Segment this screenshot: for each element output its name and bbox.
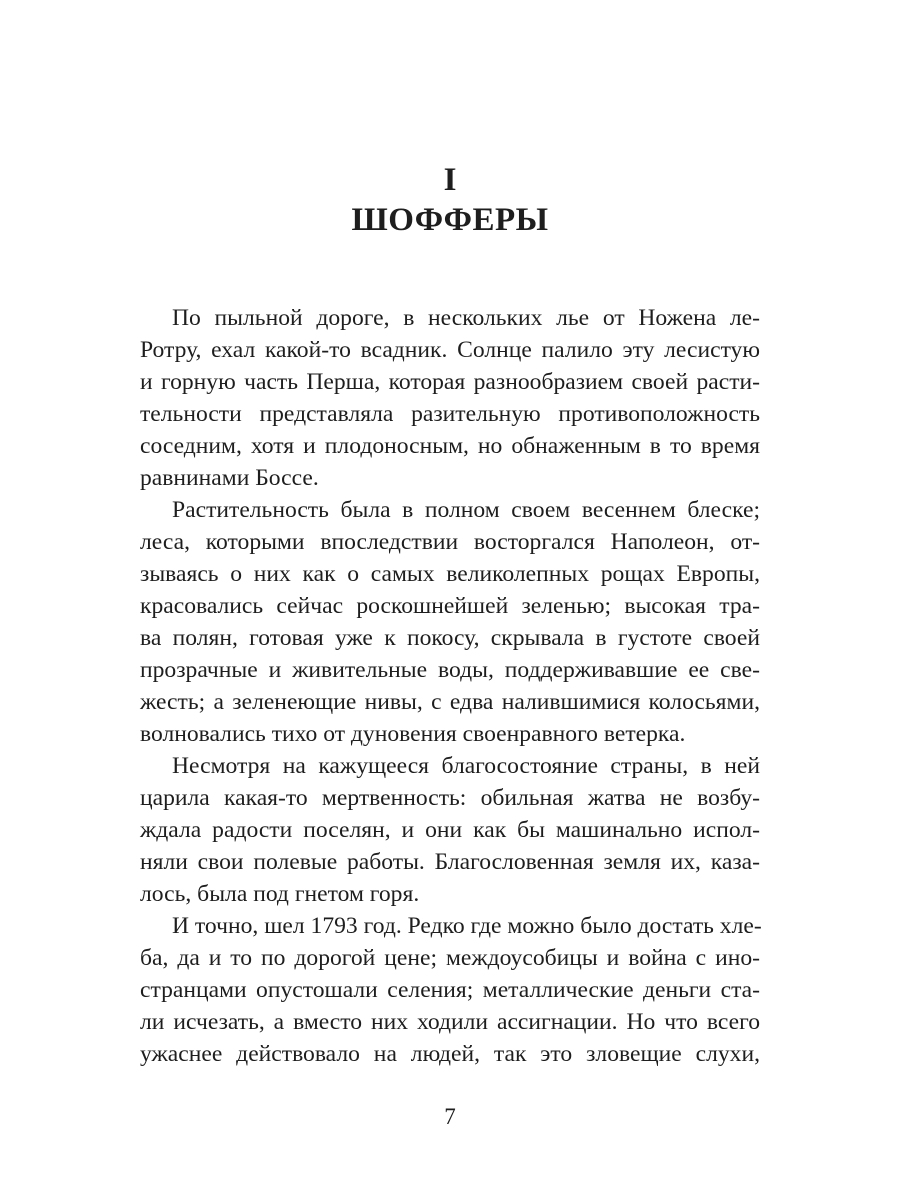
text-line: лось, была под гнетом горя. <box>140 881 420 907</box>
text-line: ужаснее действовало на людей, так это зловещие слухи, <box>140 1041 760 1067</box>
text-line: зываясь о них как о самых великолепных рощах Европы, <box>140 561 760 587</box>
text-line: равнинами Боссе. <box>140 465 319 491</box>
body-text <box>140 302 760 1070</box>
text-line: жесть; а зеленеющие нивы, с едва налившимися колосьями, <box>140 689 760 715</box>
text-line: красовались сейчас роскошнейшей зеленью; высокая тра- <box>140 593 760 619</box>
text-line: И точно, шел 1793 год. Редко где можно было достать хле- <box>172 913 762 939</box>
text-line: и горную часть Перша, которая разнообразием своей расти- <box>140 369 760 395</box>
chapter-number: I <box>443 162 457 198</box>
text-line: царила какая-то мертвенность: обильная жатва не возбу- <box>140 785 760 811</box>
text-line: Растительность была в полном своем весеннем блеске; <box>172 497 760 523</box>
text-line: соседним, хотя и плодоносным, но обнаженным в то время <box>140 433 760 459</box>
text-line: ли исчезать, а вместо них ходили ассигнации. Но что всего <box>140 1009 760 1035</box>
text-line: ба, да и то по дорогой цене; междоусобицы и война с ино- <box>140 945 760 971</box>
paragraph <box>140 910 760 1070</box>
page-number: 7 <box>444 1104 456 1129</box>
text-line: прозрачные и живительные воды, поддерживавшие ее све- <box>140 657 760 683</box>
text-line: По пыльной дороге, в нескольких лье от Ножена ле- <box>172 305 760 331</box>
paragraph <box>140 750 760 910</box>
text-line: Несмотря на кажущееся благосостояние страны, в ней <box>172 753 760 779</box>
paragraph <box>140 494 760 750</box>
text-line: няли свои полевые работы. Благословенная земля их, каза- <box>140 849 760 875</box>
text-line: ждала радости поселян, и они как бы машинально испол- <box>140 817 760 843</box>
chapter-title: ШОФФЕРЫ <box>351 202 549 238</box>
text-line: ва полян, готовая уже к покосу, скрывала в густоте своей <box>140 625 760 651</box>
text-line: Ротру, ехал какой-то всадник. Солнце палило эту лесистую <box>140 337 760 363</box>
paragraph <box>140 302 760 494</box>
text-line: странцами опустошали селения; металлические деньги ста- <box>140 977 760 1003</box>
text-line: тельности представляла разительную противоположность <box>140 401 760 427</box>
text-line: волновались тихо от дуновения своенравного ветерка. <box>140 721 686 747</box>
text-line: леса, которыми впоследствии восторгался Наполеон, от- <box>140 529 760 555</box>
